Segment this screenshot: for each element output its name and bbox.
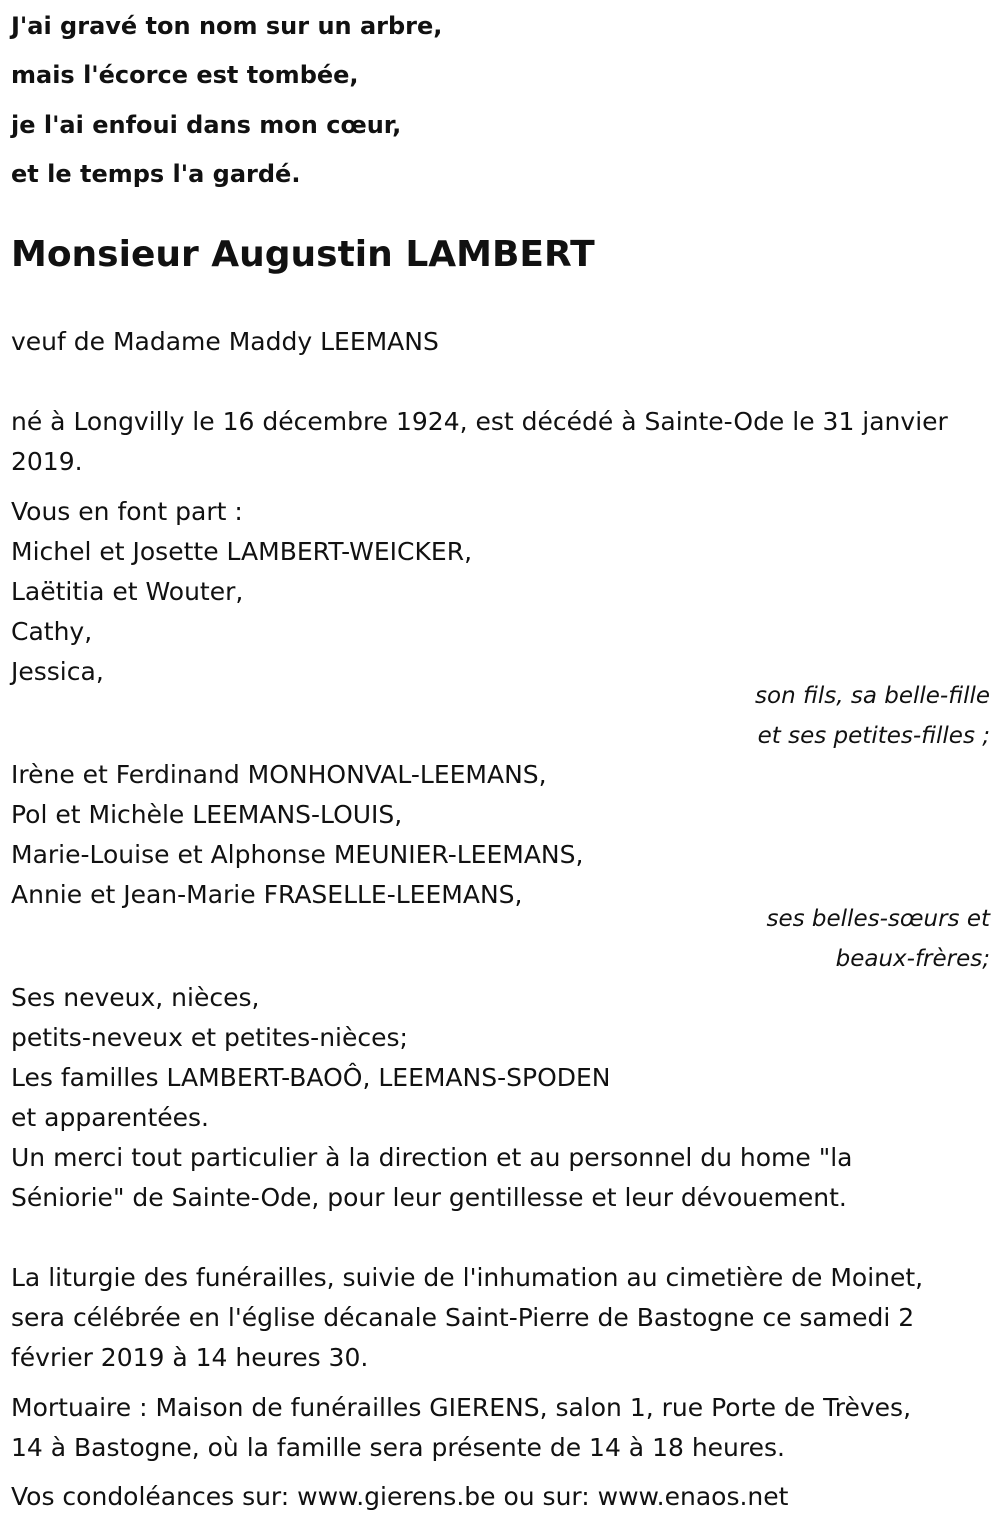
family-member: Laëtitia et Wouter, [11,577,244,606]
relatives-line: Les familles LAMBERT-BAOÔ, LEEMANS-SPODEN [11,1063,611,1092]
poem-line: je l'ai enfoui dans mon cœur, [11,111,402,139]
relatives-line: et apparentées. [11,1103,209,1132]
family-member: Marie-Louise et Alphonse MEUNIER-LEEMANS, [11,840,584,869]
thanks-line: Séniorie" de Sainte-Ode, pour leur gentillesse et leur dévouement. [11,1183,847,1212]
family-member: Pol et Michèle LEEMANS-LOUIS, [11,800,403,829]
funeral-line: sera célébrée en l'église décanale Saint-Pierre de Bastogne ce samedi 2 [11,1303,915,1332]
birth-death-line: né à Longvilly le 16 décembre 1924, est décédé à Sainte-Ode le 31 janvier [11,407,948,436]
funeral-line: février 2019 à 14 heures 30. [11,1343,369,1372]
funeral-line: La liturgie des funérailles, suivie de l'inhumation au cimetière de Moinet, [11,1263,924,1292]
family-member: Michel et Josette LAMBERT-WEICKER, [11,537,473,566]
announcement-intro: Vous en font part : [11,497,243,526]
poem-line: et le temps l'a gardé. [11,160,301,188]
poem-line: J'ai gravé ton nom sur un arbre, [11,12,443,40]
mortuary-line: Mortuaire : Maison de funérailles GIERENS, salon 1, rue Porte de Trèves, [11,1393,912,1422]
relation-label: ses belles-sœurs et [766,906,990,932]
family-member: Annie et Jean-Marie FRASELLE-LEEMANS, [11,880,523,909]
thanks-line: Un merci tout particulier à la direction et au personnel du home "la [11,1143,853,1172]
relatives-line: petits-neveux et petites-nièces; [11,1023,408,1052]
family-member: Irène et Ferdinand MONHONVAL-LEEMANS, [11,760,547,789]
family-member: Jessica, [11,657,104,686]
birth-death-line: 2019. [11,447,83,476]
relation-label: beaux-frères; [835,946,990,972]
mortuary-line: 14 à Bastogne, où la famille sera présente de 14 à 18 heures. [11,1433,785,1462]
relatives-line: Ses neveux, nièces, [11,983,260,1012]
family-member: Cathy, [11,617,93,646]
widower-of: veuf de Madame Maddy LEEMANS [11,327,439,356]
relation-label: son fils, sa belle-fille [755,683,990,709]
condolences-line: Vos condoléances sur: www.gierens.be ou sur: www.enaos.net [11,1482,789,1511]
poem-line: mais l'écorce est tombée, [11,61,359,89]
relation-label: et ses petites-filles ; [757,723,990,749]
deceased-name: Monsieur Augustin LAMBERT [11,234,595,275]
